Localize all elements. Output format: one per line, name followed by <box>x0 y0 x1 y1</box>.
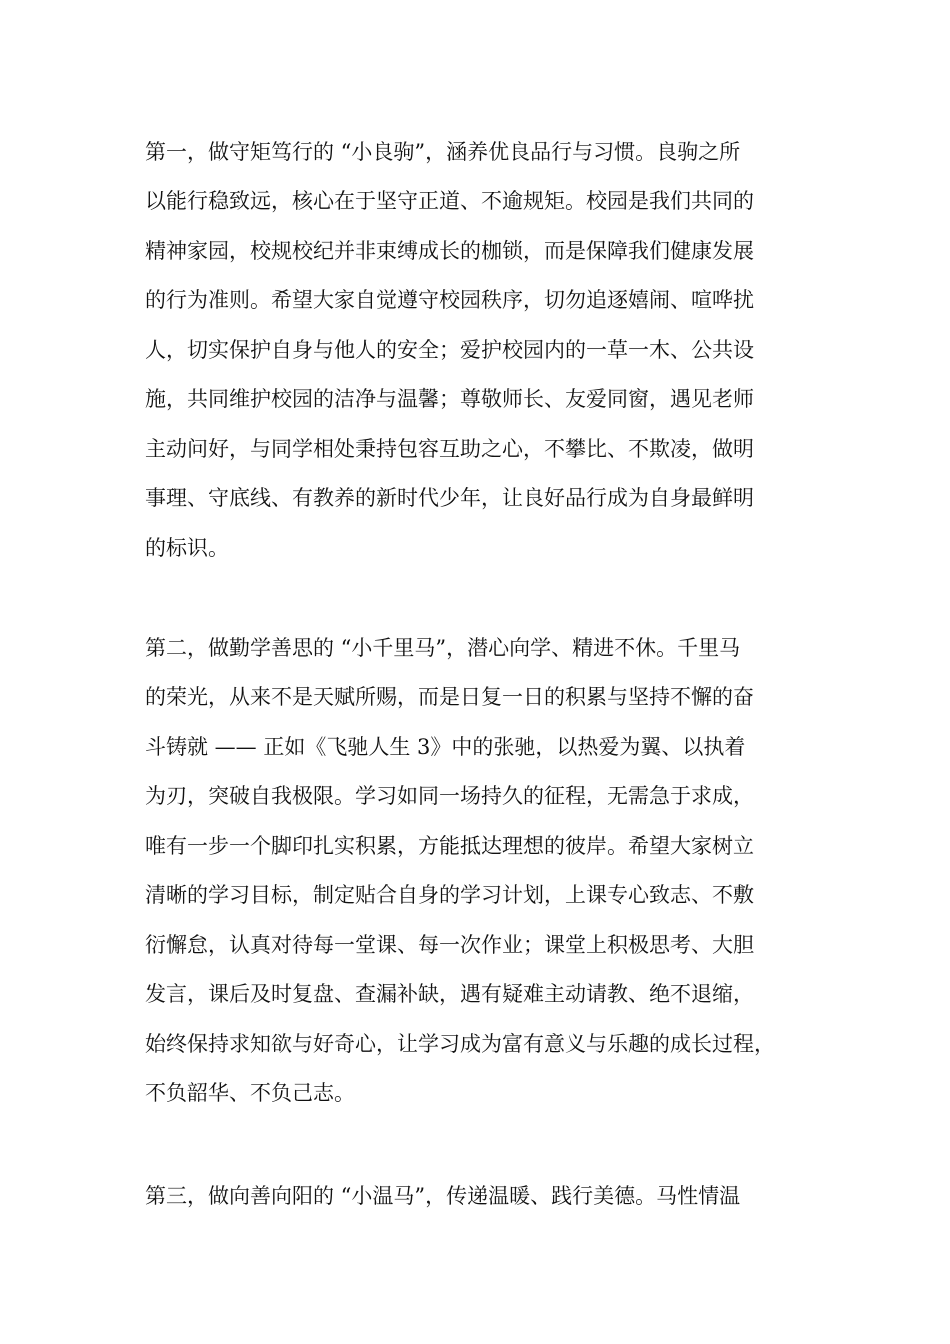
text-line: 清晰的学习目标，制定贴合自身的学习计划，上课专心致志、不敷 <box>145 883 754 907</box>
text-line: 的荣光，从来不是天赋所赐，而是日复一日的积累与坚持不懈的奋 <box>145 685 754 709</box>
text-line: 第三，做向善向阳的 “小温马”，传递温暖、践行美德。马性情温 <box>145 1184 741 1208</box>
text-line: 以能行稳致远，核心在于坚守正道、不逾规矩。校园是我们共同的 <box>145 189 754 213</box>
text-line: 发言，课后及时复盘、查漏补缺，遇有疑难主动请教、绝不退缩， <box>145 982 754 1006</box>
text-line: 为刃，突破自我极限。学习如同一场持久的征程，无需急于求成， <box>145 784 754 808</box>
text-line: 第一，做守矩笃行的 “小良驹”，涵养优良品行与习惯。良驹之所 <box>145 140 741 164</box>
text-line: 主动问好，与同学相处秉持包容互助之心，不攀比、不欺凌，做明 <box>145 437 754 461</box>
text-line: 斗铸就 —— 正如《飞驰人生 3》中的张驰，以热爱为翼、以执着 <box>145 735 746 759</box>
text-line: 事理、守底线、有教养的新时代少年，让良好品行成为自身最鲜明 <box>145 486 754 510</box>
text-line: 不负韶华、不负己志。 <box>145 1081 355 1105</box>
text-line: 唯有一步一个脚印扎实积累，方能抵达理想的彼岸。希望大家树立 <box>145 834 754 858</box>
text-line: 人，切实保护自身与他人的安全；爱护校园内的一草一木、公共设 <box>145 338 754 362</box>
text-line: 精神家园，校规校纪并非束缚成长的枷锁，而是保障我们健康发展 <box>145 239 754 263</box>
text-line: 第二，做勤学善思的 “小千里马”，潜心向学、精进不休。千里马 <box>145 636 741 660</box>
text-line: 的行为准则。希望大家自觉遵守校园秩序，切勿追逐嬉闹、喧哗扰 <box>145 288 754 312</box>
text-line: 施，共同维护校园的洁净与温馨；尊敬师长、友爱同窗，遇见老师 <box>145 387 754 411</box>
text-line: 始终保持求知欲与好奇心，让学习成为富有意义与乐趣的成长过程， <box>145 1032 775 1056</box>
text-line: 衍懈怠，认真对待每一堂课、每一次作业；课堂上积极思考、大胆 <box>145 933 754 957</box>
text-line: 的标识。 <box>145 536 229 560</box>
